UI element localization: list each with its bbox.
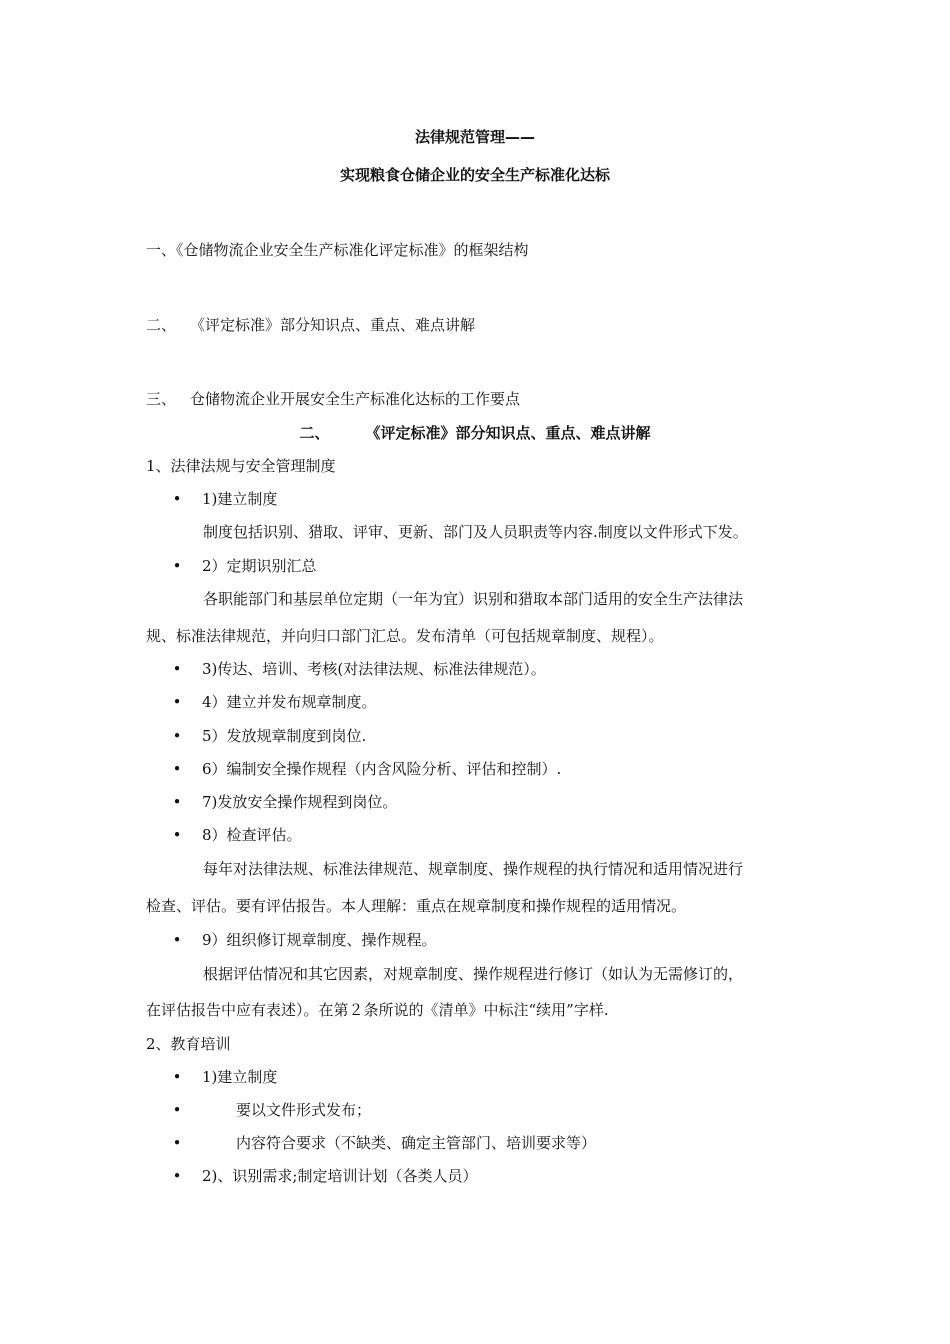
subsection-2-heading: 2、教育培训 bbox=[146, 1035, 231, 1053]
bullet-icon: • bbox=[172, 660, 182, 678]
outline-item-1 bbox=[146, 240, 529, 260]
outline-item-2 bbox=[146, 315, 475, 335]
outline-num: 二、 bbox=[146, 316, 177, 334]
outline-num: 一、 bbox=[146, 241, 177, 259]
section-num: 二、 bbox=[299, 424, 330, 442]
document-page: 法律规范管理—— 实现粮食仓储企业的安全生产标准化达标 一、《仓储物流企业安全生产标准化评定标准》的框架结构 二、 《评定标准》部分知识点、重点、难点讲解 三、 仓储物流企业开展安全生产标准化达标的工作要点 二、 《评定标准》部分知识点、重点、难点讲解 1、法律法规与安全管理制度 • 1)建立制度 制度包括识别、猎取、评审、更新、部门及人员职责等内容.制度以文件形式下发。 • 2）定期识别汇总 各职能部门和基层单位定期（一年为宜）识别和猎取本部门适用的安全生产法律法 规、标准法律规范，并向归口部门汇总。发布清单（可包括规章制度、规程）。 • 3)传达、培训、考核(对法律法规、标准法律规范）。 • 4）建立并发布规章制度。 • 5）发放规章制度到岗位. • 6）编制安全操作规程（内含风险分析、评估和控制）. • 7)发放安全操作规程到岗位。 • 8）检查评估。 每年对法律法规、标准法律规范、规章制度、操作规程的执行情况和适用情况进行 检查、评估。要有评估报告。本人理解：重点在规章制度和操作规程的适用情况。 • 9）组织修订规章制度、操作规程。 根据评估情况和其它因素，对规章制度、操作规程进行修订（如认为无需修订的， 在评估报告中应有表述）。在第２条所说的《清单》中标注“续用”字样. 2、教育培训 • 1)建立制度 • 要以文件形式发布； • 内容符合要求（不缺类、确定主管部门、培训要求等） • 2)、识别需求;制定培训计划（各类人员） bbox=[0, 0, 950, 1344]
paragraph: 规、标准法律规范，并向归口部门汇总。发布清单（可包括规章制度、规程）。 bbox=[146, 627, 664, 645]
paragraph: 各职能部门和基层单位定期（一年为宜）识别和猎取本部门适用的安全生产法律法 bbox=[203, 590, 744, 608]
outline-item-3 bbox=[146, 389, 520, 409]
outline-text: 仓储物流企业开展安全生产标准化达标的工作要点 bbox=[190, 390, 521, 408]
doc-title-line1: 法律规范管理—— bbox=[414, 128, 535, 146]
doc-title-line2: 实现粮食仓储企业的安全生产标准化达标 bbox=[339, 166, 610, 184]
bullet-icon: • bbox=[172, 1134, 182, 1152]
bullet-icon: • bbox=[172, 1167, 182, 1185]
bullet-icon: • bbox=[172, 931, 182, 949]
bullet-icon: • bbox=[172, 490, 182, 508]
bullet-icon: • bbox=[172, 760, 182, 778]
paragraph: 在评估报告中应有表述）。在第２条所说的《清单》中标注“续用”字样. bbox=[146, 1001, 609, 1019]
outline-num: 三、 bbox=[146, 390, 177, 408]
paragraph: 每年对法律法规、标准法律规范、规章制度、操作规程的执行情况和适用情况进行 bbox=[203, 860, 744, 878]
paragraph: 检查、评估。要有评估报告。本人理解：重点在规章制度和操作规程的适用情况。 bbox=[146, 897, 687, 915]
subsection-1-heading: 1、法律法规与安全管理制度 bbox=[146, 457, 336, 475]
bullet-icon: • bbox=[172, 1068, 182, 1086]
section-text: 《评定标准》部分知识点、重点、难点讲解 bbox=[365, 424, 651, 442]
bullet-icon: • bbox=[172, 793, 182, 811]
bullet-icon: • bbox=[172, 727, 182, 745]
bullet-icon: • bbox=[172, 1101, 182, 1119]
bullet-icon: • bbox=[172, 693, 182, 711]
bullet-icon: • bbox=[172, 826, 182, 844]
outline-text: 《评定标准》部分知识点、重点、难点讲解 bbox=[190, 316, 476, 334]
paragraph: 制度包括识别、猎取、评审、更新、部门及人员职责等内容.制度以文件形式下发。 bbox=[203, 523, 748, 541]
paragraph: 根据评估情况和其它因素，对规章制度、操作规程进行修订（如认为无需修订的， bbox=[203, 965, 744, 983]
section-heading bbox=[0, 423, 950, 443]
outline-text: 《仓储物流企业安全生产标准化评定标准》的框架结构 bbox=[176, 241, 529, 259]
bullet-icon: • bbox=[172, 557, 182, 575]
